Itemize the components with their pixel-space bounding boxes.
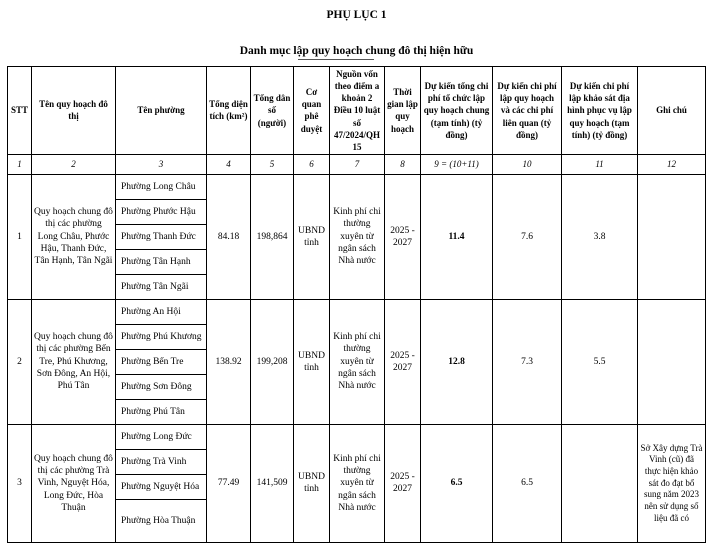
cell-stt: 2 [8, 299, 32, 424]
cell-ward: Phường Tân Ngãi [116, 274, 207, 299]
col-number: 2 [32, 154, 116, 174]
col-header-population: Tổng dân số (người) [251, 66, 294, 154]
col-header-ward: Tên phường [116, 66, 207, 154]
cell-plan-name: Quy hoạch chung đô thị các phường Bến Tre, Phú Khương, Sơn Đông, An Hội, Phú Tân [32, 299, 116, 424]
cell-period: 2025 - 2027 [385, 299, 421, 424]
document-header [0, 0, 713, 59]
col-header-area: Tổng diện tích (km²) [207, 66, 251, 154]
cell-planning-cost: 7.3 [493, 299, 562, 424]
cell-period: 2025 - 2027 [385, 174, 421, 299]
cell-survey-cost: 3.8 [562, 174, 638, 299]
cell-note: Sở Xây dựng Trà Vinh (cũ) đã thực hiện khảo sát đo đạt bổ sung năm 2023 nên sử dụng số liệu đã có [638, 424, 706, 542]
cell-total-cost: 11.4 [421, 174, 493, 299]
cell-plan-name: Quy hoạch chung đô thị các phường Trà Vinh, Nguyệt Hóa, Long Đức, Hòa Thuận [32, 424, 116, 542]
page-subtitle [240, 44, 473, 59]
col-header-plan-name: Tên quy hoạch đô thị [32, 66, 116, 154]
cell-ward: Phường Nguyệt Hóa [116, 474, 207, 499]
cell-population: 199,208 [251, 299, 294, 424]
cell-note [638, 299, 706, 424]
col-header-approver: Cơ quan phê duyệt [294, 66, 330, 154]
cell-period: 2025 - 2027 [385, 424, 421, 542]
col-number: 3 [116, 154, 207, 174]
page-subtitle-text: Danh mục lập quy hoạch chung đô thị hiện hữu [239, 44, 474, 57]
cell-approver: UBND tỉnh [294, 174, 330, 299]
cell-population: 198,864 [251, 174, 294, 299]
col-number: 1 [8, 154, 32, 174]
planning-table [7, 66, 706, 543]
cell-ward: Phường Hòa Thuận [116, 499, 207, 542]
cell-ward: Phường Thanh Đức [116, 224, 207, 249]
cell-total-cost: 6.5 [421, 424, 493, 542]
cell-funding: Kinh phí chi thường xuyên từ ngân sách Nhà nước [330, 424, 385, 542]
cell-funding: Kinh phí chi thường xuyên từ ngân sách Nhà nước [330, 299, 385, 424]
col-number: 9 = (10+11) [421, 154, 493, 174]
cell-ward: Phường An Hội [116, 299, 207, 324]
col-number: 7 [330, 154, 385, 174]
cell-ward: Phường Trà Vinh [116, 449, 207, 474]
col-number: 4 [207, 154, 251, 174]
cell-survey-cost [562, 424, 638, 542]
col-number: 8 [385, 154, 421, 174]
col-header-stt: STT [8, 66, 32, 154]
column-number-row [8, 154, 706, 174]
cell-approver: UBND tỉnh [294, 424, 330, 542]
col-header-planning-cost: Dự kiến chi phí lập quy hoạch và các chi phí liên quan (tỷ đồng) [493, 66, 562, 154]
col-header-total-cost: Dự kiến tổng chi phí tổ chức lập quy hoạch chung (tạm tính) (tỷ đồng) [421, 66, 493, 154]
page-title: PHỤ LỤC 1 [326, 9, 387, 21]
col-header-survey-cost: Dự kiến chi phí lập khảo sát địa hình phục vụ lập quy hoạch (tạm tính) (tỷ đồng) [562, 66, 638, 154]
col-header-funding: Nguồn vốn theo điểm a khoản 2 Điều 10 luật số 47/2024/QH15 [330, 66, 385, 154]
col-header-period: Thời gian lập quy hoạch [385, 66, 421, 154]
cell-population: 141,509 [251, 424, 294, 542]
cell-area: 84.18 [207, 174, 251, 299]
cell-note [638, 174, 706, 299]
col-number: 11 [562, 154, 638, 174]
cell-area: 138.92 [207, 299, 251, 424]
header-row [8, 66, 706, 154]
subtitle-underline-artifact [298, 59, 374, 60]
cell-ward: Phường Tân Hạnh [116, 249, 207, 274]
cell-ward: Phường Sơn Đông [116, 374, 207, 399]
cell-ward: Phường Phú Khương [116, 324, 207, 349]
cell-survey-cost: 5.5 [562, 299, 638, 424]
cell-stt: 3 [8, 424, 32, 542]
cell-total-cost: 12.8 [421, 299, 493, 424]
table-row [8, 174, 706, 199]
cell-planning-cost: 6.5 [493, 424, 562, 542]
table-row [8, 299, 706, 324]
col-number: 5 [251, 154, 294, 174]
cell-ward: Phường Long Đức [116, 424, 207, 449]
cell-funding: Kinh phí chi thường xuyên từ ngân sách Nhà nước [330, 174, 385, 299]
cell-approver: UBND tỉnh [294, 299, 330, 424]
cell-planning-cost: 7.6 [493, 174, 562, 299]
col-number: 10 [493, 154, 562, 174]
col-number: 6 [294, 154, 330, 174]
col-number: 12 [638, 154, 706, 174]
cell-ward: Phường Phú Tân [116, 399, 207, 424]
cell-stt: 1 [8, 174, 32, 299]
cell-ward: Phường Phước Hậu [116, 199, 207, 224]
cell-ward: Phường Long Châu [116, 174, 207, 199]
col-header-note: Ghi chú [638, 66, 706, 154]
table-row [8, 424, 706, 449]
cell-plan-name: Quy hoạch chung đô thị các phường Long Châu, Phước Hậu, Thanh Đức, Tân Hạnh, Tân Ngãi [32, 174, 116, 299]
cell-area: 77.49 [207, 424, 251, 542]
cell-ward: Phường Bến Tre [116, 349, 207, 374]
